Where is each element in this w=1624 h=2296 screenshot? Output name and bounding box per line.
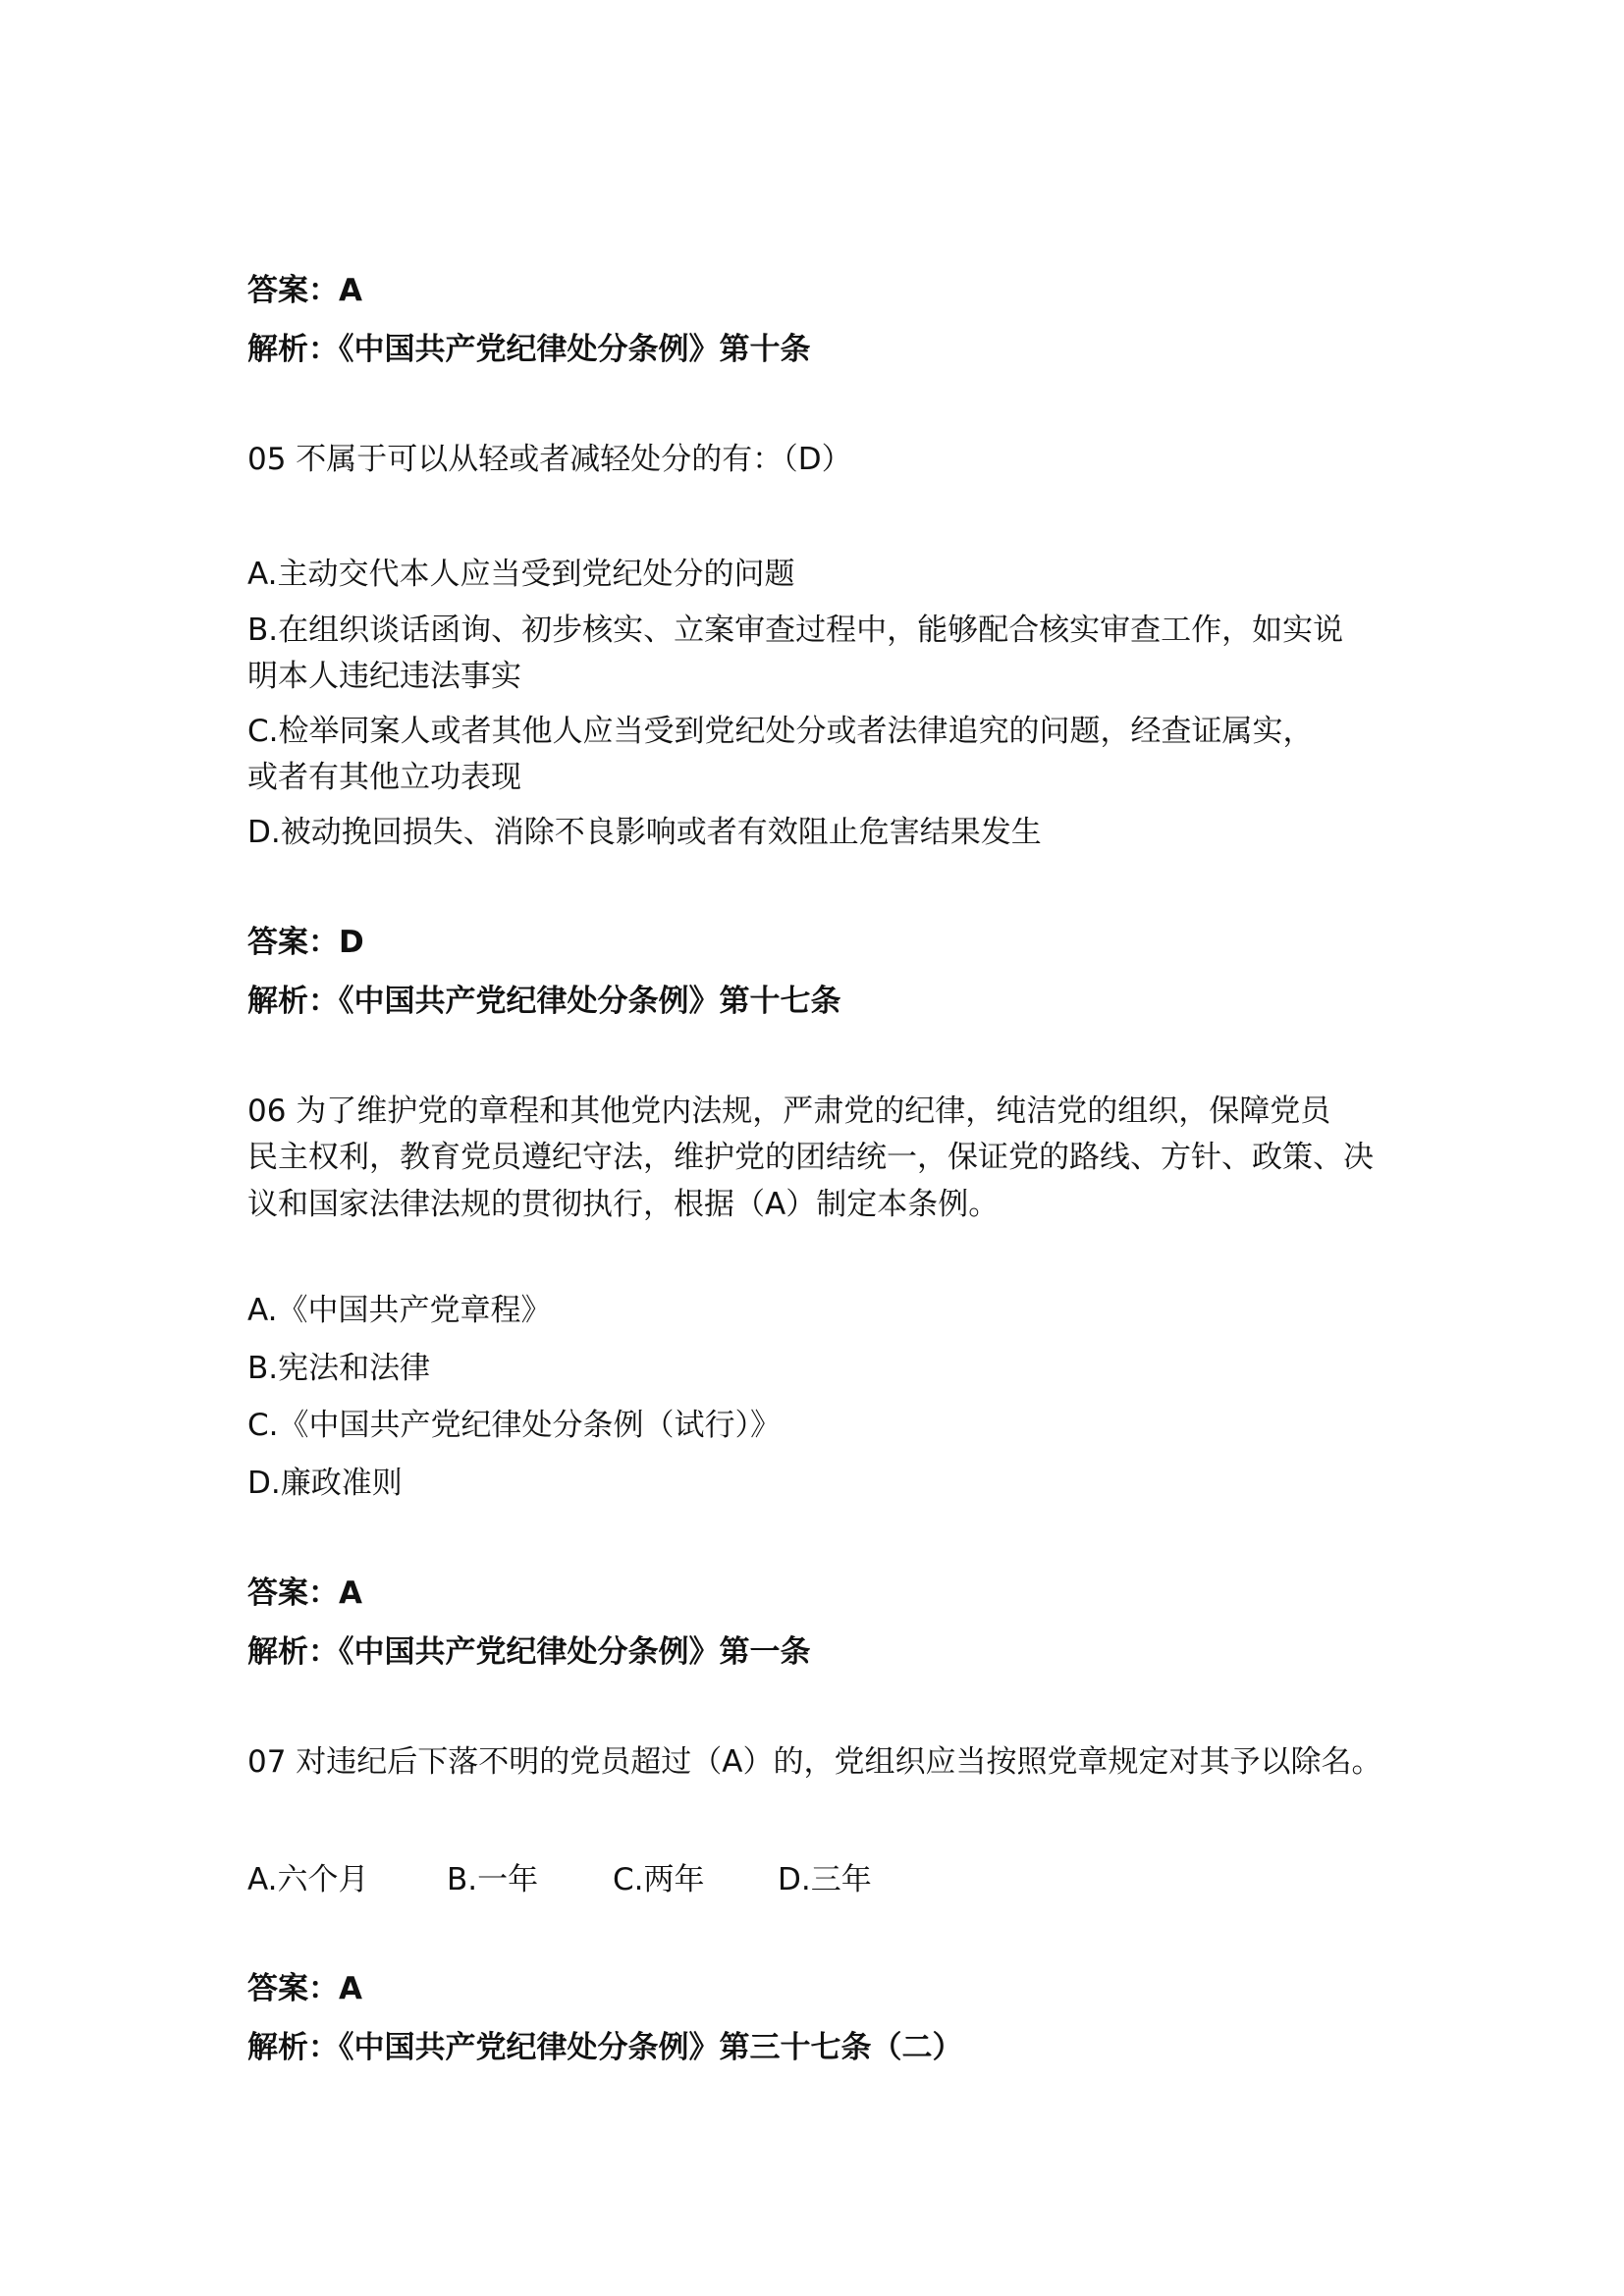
- q07-option-d: D.三年: [778, 1862, 872, 1897]
- q06-answer: 答案：A: [247, 1575, 362, 1611]
- q07-option-a: A.六个月: [247, 1862, 369, 1897]
- q07-option-c: C.两年: [613, 1862, 705, 1897]
- q05-option-a: A.主动交代本人应当受到党纪处分的问题: [247, 557, 795, 592]
- q06-option-c: C.《中国共产党纪律处分条例（试行）》: [247, 1408, 781, 1443]
- q06-analysis: 解析：《中国共产党纪律处分条例》第一条: [247, 1634, 811, 1670]
- q06-stem-line3: 议和国家法律法规的贯彻执行，根据（A）制定本条例。: [247, 1187, 1000, 1222]
- q07-analysis: 解析：《中国共产党纪律处分条例》第三十七条（二）: [247, 2030, 963, 2065]
- q07-answer: 答案：A: [247, 1971, 362, 2006]
- q06-option-b: B.宪法和法律: [247, 1351, 431, 1386]
- q05-option-b-line2: 明本人违纪违法事实: [247, 659, 521, 694]
- q04-answer: 答案：A: [247, 273, 362, 308]
- q06-stem-line1: 06 为了维护党的章程和其他党内法规，严肃党的纪律，纯洁党的组织，保障党员: [247, 1094, 1331, 1129]
- q05-option-c-line1: C.检举同案人或者其他人应当受到党纪处分或者法律追究的问题，经查证属实，: [247, 714, 1314, 749]
- q07-option-b: B.一年: [447, 1862, 539, 1897]
- q06-option-a: A.《中国共产党章程》: [247, 1293, 552, 1328]
- q05-answer: 答案：D: [247, 925, 364, 960]
- q06-option-d: D.廉政准则: [247, 1466, 403, 1501]
- q05-option-b-line1: B.在组织谈话函询、初步核实、立案审查过程中，能够配合核实审查工作，如实说: [247, 613, 1344, 648]
- q05-option-d: D.被动挽回损失、消除不良影响或者有效阻止危害结果发生: [247, 815, 1042, 850]
- q05-option-c-line2: 或者有其他立功表现: [247, 760, 521, 795]
- q04-analysis: 解析：《中国共产党纪律处分条例》第十条: [247, 332, 811, 367]
- q07-stem: 07 对违纪后下落不明的党员超过（A）的，党组织应当按照党章规定对其予以除名。: [247, 1744, 1382, 1780]
- q05-stem: 05 不属于可以从轻或者减轻处分的有：（D）: [247, 442, 852, 477]
- q06-stem-line2: 民主权利，教育党员遵纪守法，维护党的团结统一，保证党的路线、方针、政策、决: [247, 1140, 1374, 1175]
- q05-analysis: 解析：《中国共产党纪律处分条例》第十七条: [247, 984, 841, 1019]
